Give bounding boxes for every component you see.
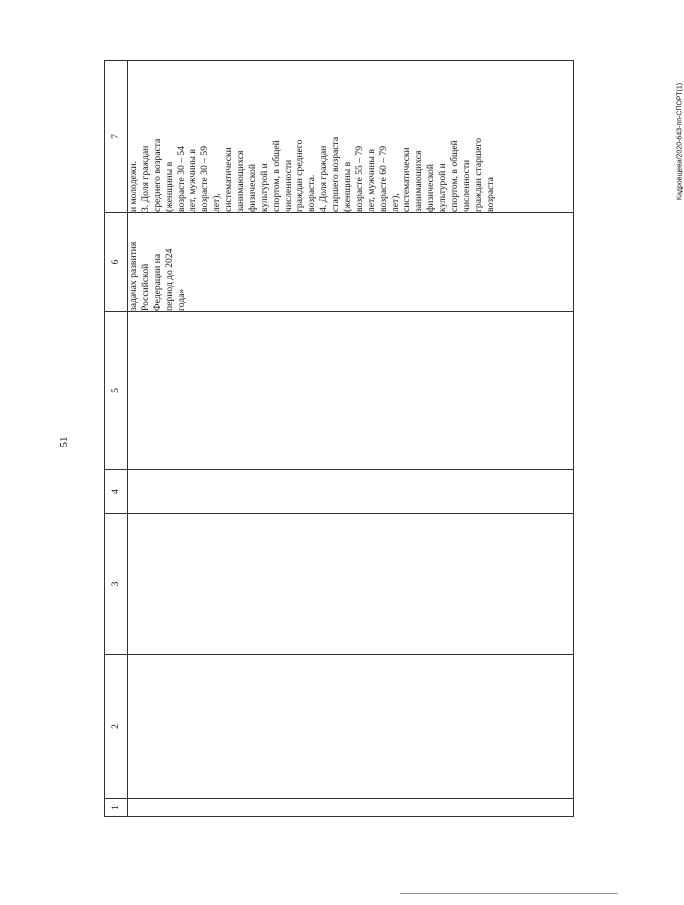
col7-line: возрасте 60 – 79 — [377, 146, 389, 212]
col7-line: и молодежи. — [128, 161, 139, 212]
table-container — [104, 61, 574, 817]
col7-line: лет, мужчины в — [187, 149, 199, 212]
col6-line: года» — [175, 288, 187, 311]
col7-line: численности — [282, 159, 294, 212]
col7-line: граждан среднего — [294, 139, 306, 212]
column-header-4: 4 — [105, 470, 128, 514]
column-header-1: 1 — [105, 799, 128, 817]
cell-col-7 — [128, 61, 574, 213]
cell-col-1 — [128, 799, 574, 817]
table-row — [128, 61, 574, 817]
col7-line: культурой и — [437, 163, 449, 212]
col7-line: возрасте 30 – 54 — [175, 146, 187, 212]
col7-line: лет), — [389, 193, 401, 212]
col7-line: возраста — [484, 177, 496, 212]
col7-line: возрасте 30 – 59 — [199, 146, 211, 212]
col7-line: 3. Доля граждан — [139, 145, 151, 212]
col7-line: физической — [246, 164, 258, 212]
rotated-table — [104, 60, 574, 817]
col7-line: 4. Доля граждан — [318, 145, 330, 212]
cell-col-5 — [128, 312, 574, 470]
column-header-6: 6 — [105, 213, 128, 312]
col7-line: лет, мужчины в — [365, 149, 377, 212]
col7-line: систематически — [401, 147, 413, 212]
col7-line: (женщины в — [163, 161, 175, 212]
col7-line: граждан старшего — [472, 137, 484, 212]
col6-line: задачах развития — [128, 241, 139, 311]
col7-line: возраста. — [306, 174, 318, 212]
col7-line: лет), — [211, 193, 223, 212]
col7-line: спортом, в общей — [270, 140, 282, 212]
column-header-7: 7 — [105, 61, 128, 213]
column-header-3: 3 — [105, 514, 128, 655]
col7-line: старшего возраста — [330, 136, 342, 212]
footer-rule — [400, 893, 618, 894]
cell-col-6 — [128, 213, 574, 312]
col7-line: (женщины в — [342, 161, 354, 212]
table-header-row — [105, 61, 128, 817]
col7-line: культурой и — [258, 163, 270, 212]
col7-line: занимающихся — [235, 150, 247, 212]
page-number: 51 — [58, 436, 70, 448]
col7-line: возрасте 55 – 79 — [353, 146, 365, 212]
col7-line: занимающихся — [413, 150, 425, 212]
cell-col-2 — [128, 655, 574, 799]
cell-col-4 — [128, 470, 574, 514]
document-reference-footer: Кадровщева/2020-643-пп-СПОРТ(1) — [676, 82, 684, 201]
column-header-5: 5 — [105, 312, 128, 470]
col7-line: физической — [425, 164, 437, 212]
col6-line: Федерации на — [151, 253, 163, 311]
col7-line: систематически — [223, 147, 235, 212]
column-header-2: 2 — [105, 655, 128, 799]
cell-col-3 — [128, 514, 574, 655]
col6-line: период до 2024 — [163, 248, 175, 311]
col6-line: Российской — [139, 263, 151, 311]
col7-line: спортом, в общей — [449, 140, 461, 212]
col7-line: численности — [460, 159, 472, 212]
col7-line: среднего возраста — [151, 138, 163, 212]
